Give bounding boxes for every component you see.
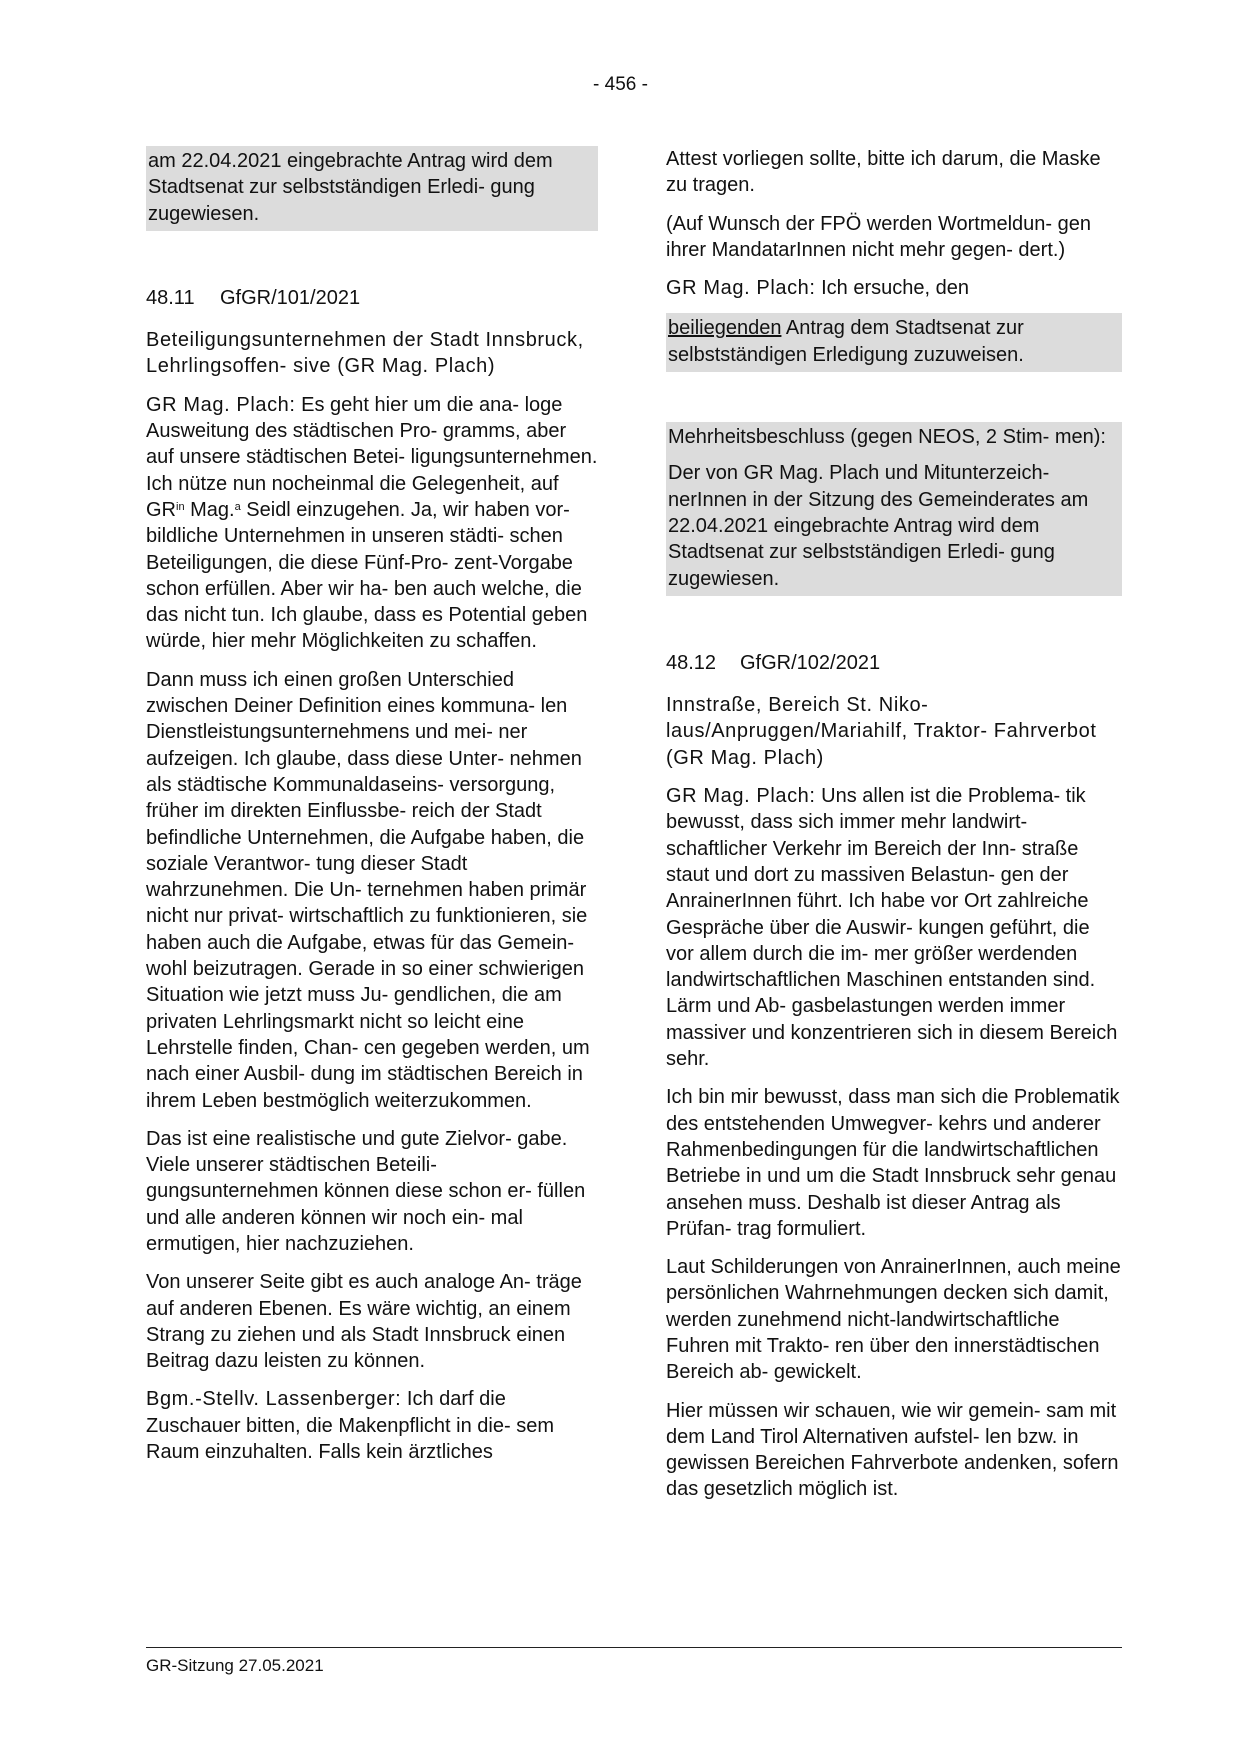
- speaker-name: Bgm.-Stellv. Lassenberger:: [146, 1388, 402, 1411]
- resolution-heading: Mehrheitsbeschluss (gegen NEOS, 2 Stim- men):: [668, 426, 1106, 449]
- paragraph: Von unserer Seite gibt es auch analoge An- träge auf anderen Ebenen. Es wäre wichtig, an einem Strang zu ziehen und als Stadt Innsbruck einen Beitrag dazu leisten zu können.: [146, 1271, 582, 1373]
- paragraph: Laut Schilderungen von AnrainerInnen, auch meine persönlichen Wahrnehmungen decken sich damit, werden zunehmend nicht-landwirtschaftliche Fuhren mit Trakto- ren über den innerstädtischen Bereich ab- gewickelt.: [666, 1256, 1121, 1384]
- paragraph: Bgm.-Stellv. Lassenberger: Ich darf die Zuschauer bitten, die Makenpflicht in die- sem Raum einzuhalten. Falls kein ärztliches: [146, 1388, 554, 1464]
- paragraph: Attest vorliegen sollte, bitte ich darum, die Maske zu tragen.: [666, 148, 1101, 197]
- paragraph: Dann muss ich einen großen Unterschied zwischen Deiner Definition eines kommuna- len Dienstleistungsunternehmens und mei- ner aufzeigen. Ich glaube, dass diese Unter- nehmen als städtische Kommunaldaseins- versorgung, früher im direkten Einflussbe- reich der Stadt befindliche Unternehmen, die Aufgabe haben, die soziale Verantwor- tung dieser Stadt wahrzunehmen. Die Un- ternehmen haben primär nicht nur privat- wirtschaftlich zu funktionieren, sie haben auch die Aufgabe, etwas für das Gemein- wohl beizutragen. Gerade in so einer schwierigen Situation wie jetzt muss Ju- gendlichen, die am privaten Lehrlingsmarkt nicht so leicht eine Lehrstelle finden, Chan- cen gegeben werden, um nach einer Ausbil- dung im städtischen Bereich in ihrem Leben bestmöglich weiterzukommen.: [146, 668, 590, 1112]
- paragraph: Hier müssen wir schauen, wie wir gemein- sam mit dem Land Tirol Alternativen aufstel- len bzw. in gewissen Bereichen Fahrverbote andenken, sofern das gesetzlich möglich ist.: [666, 1399, 1119, 1501]
- paragraph: GR Mag. Plach: Ich ersuche, den: [666, 277, 969, 300]
- motion-box: [666, 313, 1122, 372]
- speaker-name: GR Mag. Plach:: [146, 393, 296, 416]
- agenda-item-48-11: [146, 285, 598, 311]
- speaker-name: GR Mag. Plach:: [666, 277, 816, 300]
- paragraph: Ich bin mir bewusst, dass man sich die Problematik des entstehenden Umwegver- kehrs und anderer Rahmenbedingungen für die landwirtschaftlichen Betriebe in und um die Stadt Innsbruck sehr genau ansehen muss. Deshalb ist dieser Antrag als Prüfan- trag formuliert.: [666, 1086, 1120, 1240]
- motion-text: beiliegenden Antrag dem Stadtsenat zur selbstständigen Erledigung zuzuweisen.: [668, 317, 1024, 366]
- resolution-box: [666, 422, 1122, 596]
- footer-divider: [146, 1647, 1122, 1648]
- paragraph: Das ist eine realistische und gute Zielvor- gabe. Viele unserer städtischen Beteili- gungsunternehmen können diese schon er- füllen und alle anderen können wir noch ein- mal ermutigen, hier nachzuziehen.: [146, 1127, 586, 1255]
- agenda-number: 48.12: [666, 651, 717, 674]
- resolution-text: Der von GR Mag. Plach und Mitunterzeich- nerInnen in der Sitzung des Gemeinderates am 22.04.2021 eingebrachte Antrag wird dem Stadtsenat zur selbstständigen Erledi- gung zugewiesen.: [668, 462, 1089, 590]
- footer-text: GR-Sitzung 27.05.2021: [146, 1656, 324, 1675]
- agenda-title: Beteiligungsunternehmen der Stadt Innsbruck, Lehrlingsoffen- sive (GR Mag. Plach): [146, 329, 584, 378]
- right-column: [666, 146, 1122, 1515]
- resolution-box: [146, 146, 598, 231]
- agenda-number: 48.11: [146, 286, 195, 309]
- paragraph: (Auf Wunsch der FPÖ werden Wortmeldun- gen ihrer MandatarInnen nicht mehr gegen- dert.): [666, 212, 1091, 261]
- agenda-title: Innstraße, Bereich St. Niko- laus/Anpruggen/Mariahilf, Traktor- Fahrverbot (GR Mag. Plach): [666, 694, 1097, 769]
- paragraph: GR Mag. Plach: Es geht hier um die ana- loge Ausweitung des städtischen Pro- gramms, aber auf unsere städtischen Betei- ligungsunternehmen. Ich nütze nun nocheinmal die Gelegenheit, auf $GR^{in}$ Mag.$^a$ Seidl einzugehen. Ja, wir haben vor- bildliche Unternehmen in unseren städti- schen Beteiligungen, die diese Fünf-Pro- zent-Vorgabe schon erfüllen. Aber wir ha- ben auch welche, die das nicht tun. Ich glaube, dass es Potential geben würde, hier mehr Möglichkeiten zu schaffen.: [146, 393, 598, 653]
- resolution-text: am 22.04.2021 eingebrachte Antrag wird dem Stadtsenat zur selbstständigen Erledi- gung zugewiesen.: [148, 150, 553, 225]
- agenda-reference: GfGR/102/2021: [740, 651, 881, 674]
- page-number: - 456 -: [593, 74, 648, 95]
- agenda-reference: GfGR/101/2021: [220, 286, 361, 309]
- speaker-name: GR Mag. Plach:: [666, 785, 816, 808]
- left-column: [146, 146, 598, 1477]
- paragraph: GR Mag. Plach: Uns allen ist die Problema- tik bewusst, dass sich immer mehr landwirt- schaftlicher Verkehr im Bereich der Inn- straße staut und dort zu massiven Belastun- gen der AnrainerInnen führt. Ich habe vor Ort zahlreiche Gespräche über die Auswir- kungen geführt, die vor allem durch die im- mer größer werdenden landwirtschaftlichen Maschinen entstanden sind. Lärm und Ab- gasbelastungen werden immer massiver und konzentrieren sich in diesem Bereich sehr.: [666, 785, 1118, 1071]
- agenda-item-48-12: [666, 650, 1122, 676]
